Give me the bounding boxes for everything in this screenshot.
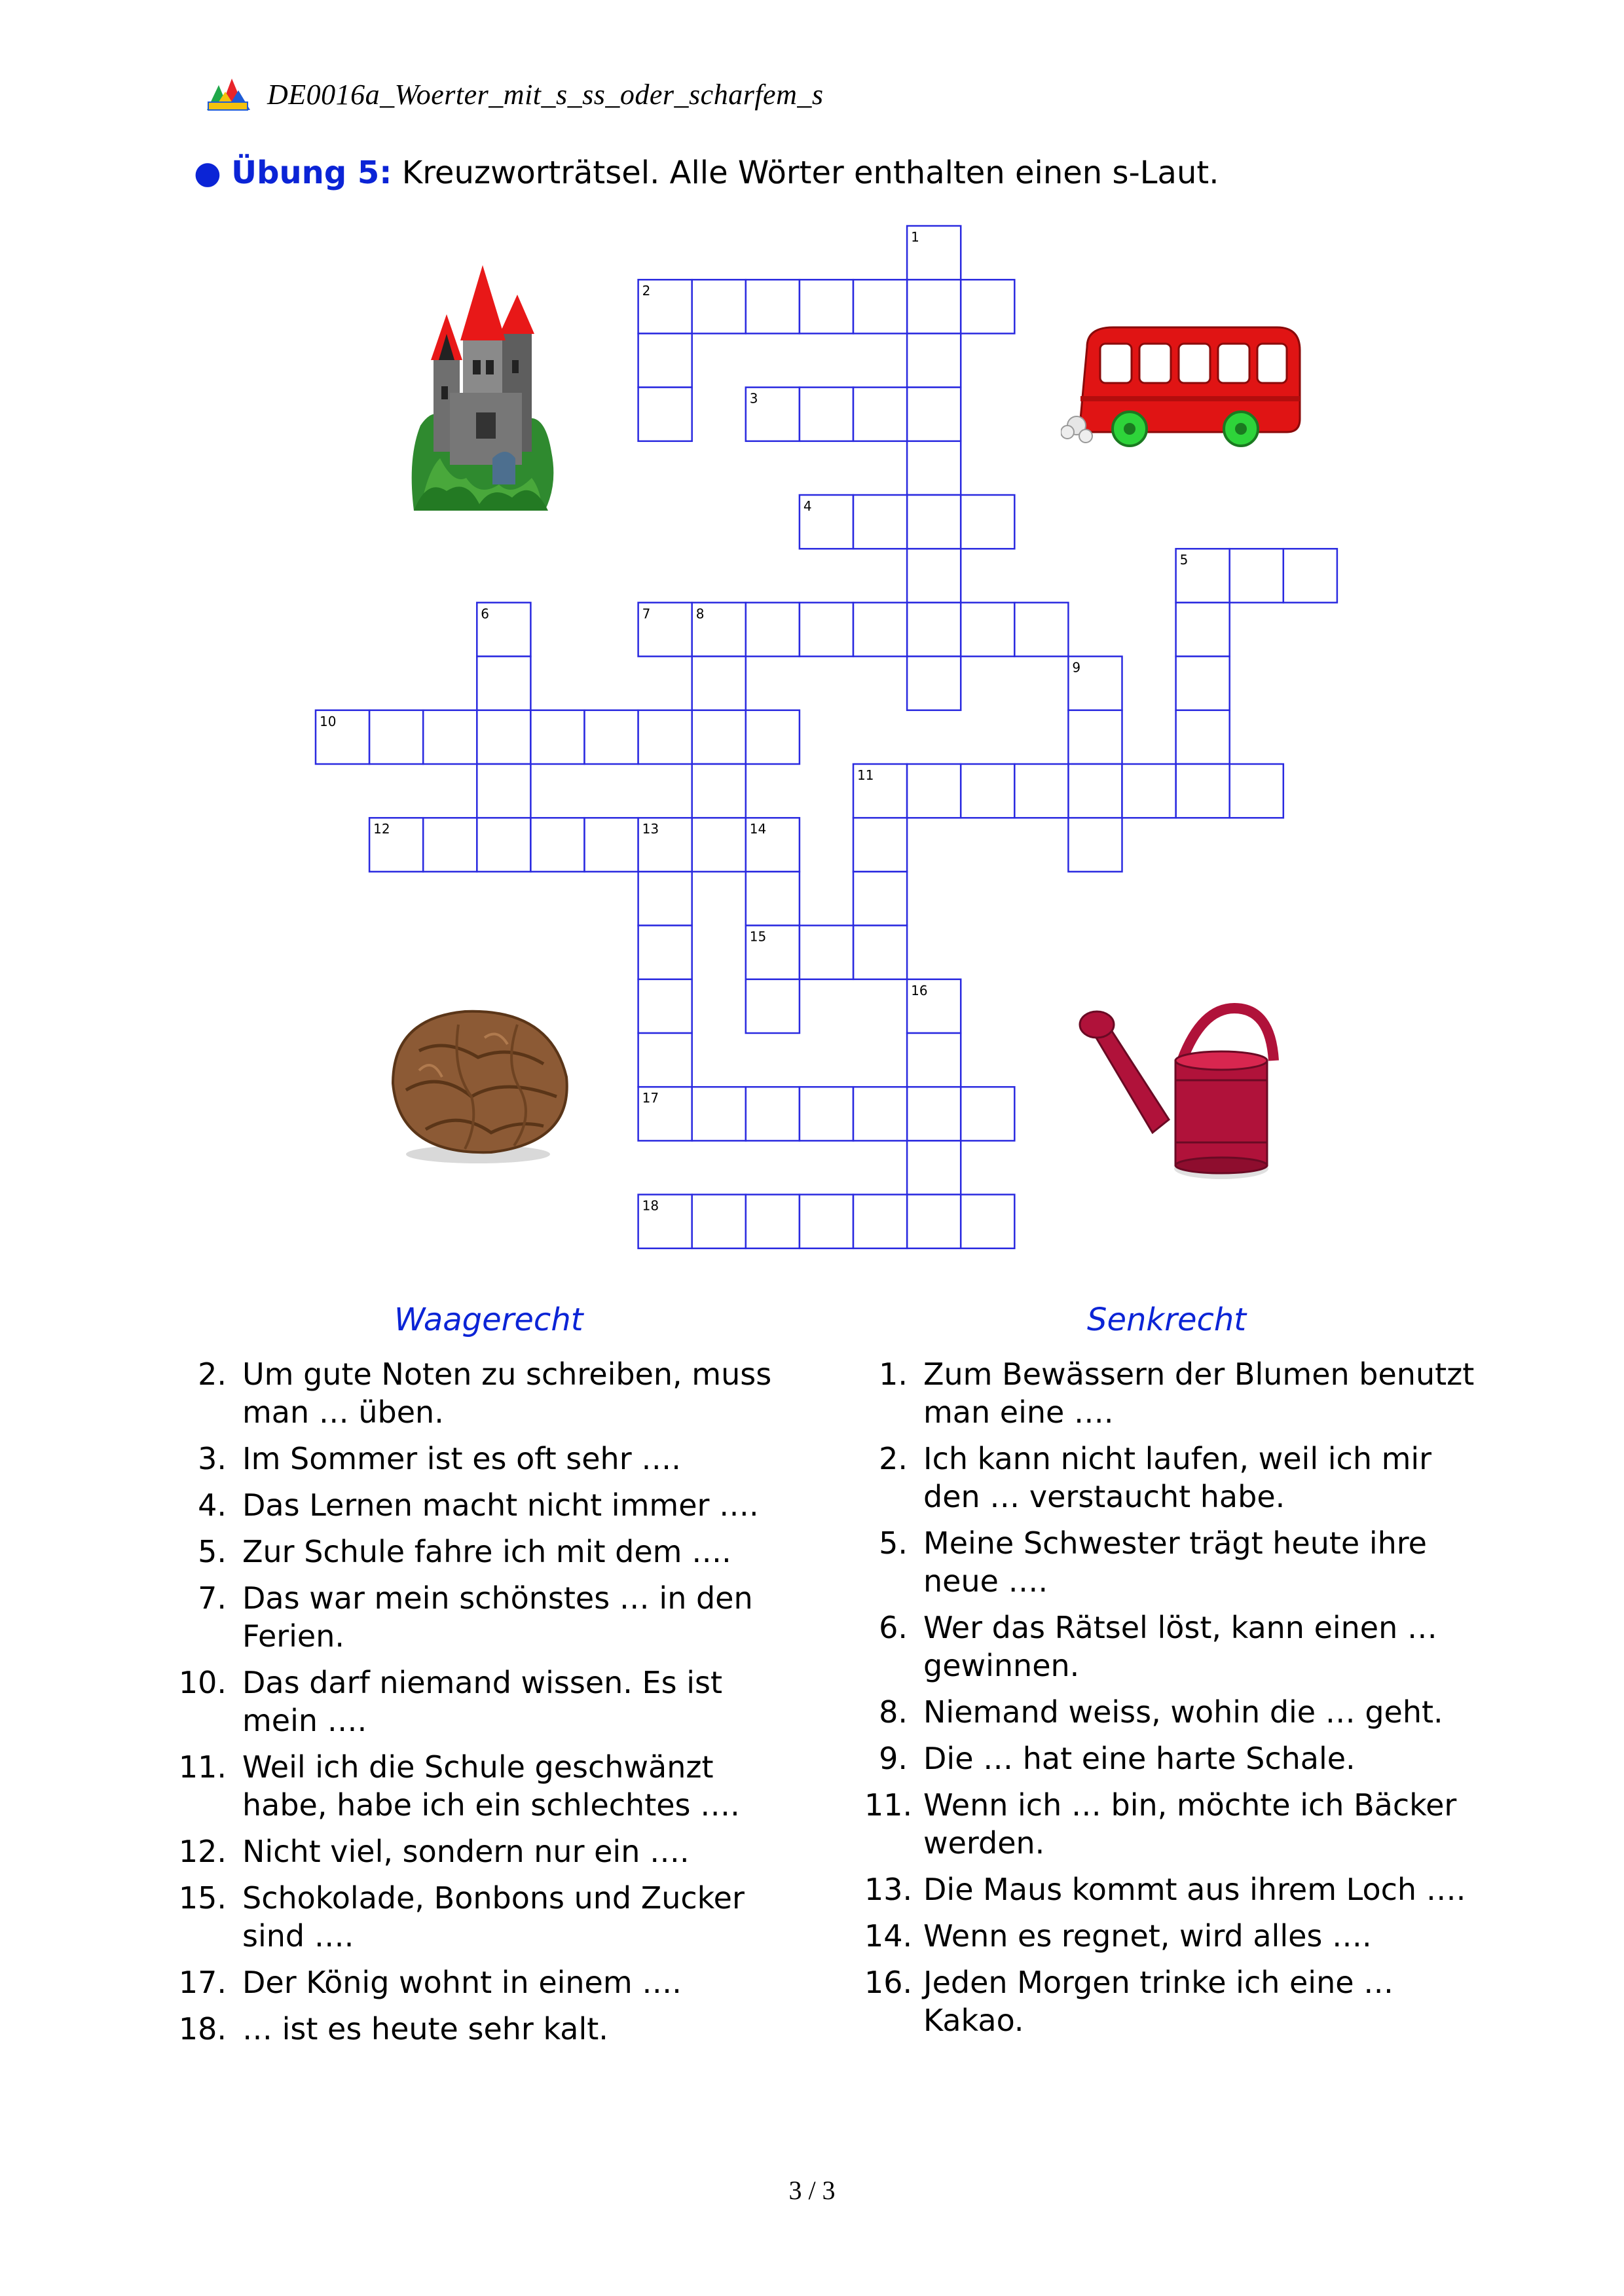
down-clue [864, 1786, 1493, 1862]
cell-number: 2 [642, 283, 651, 299]
across-clue [177, 1832, 786, 1870]
crossword-cell[interactable] [853, 602, 907, 656]
crossword-cell[interactable] [853, 280, 907, 333]
clue-text: Der König wohnt in einem …. [242, 1965, 682, 2000]
crossword-cell[interactable] [477, 710, 530, 764]
cell-number: 7 [642, 606, 651, 622]
page-number: 3 / 3 [788, 2176, 836, 2205]
crossword-cell[interactable] [853, 818, 907, 871]
crossword-cell[interactable] [585, 710, 638, 764]
crossword-cell[interactable] [961, 1087, 1014, 1140]
cell-number: 5 [1179, 552, 1189, 568]
cell-number: 1 [911, 229, 919, 245]
crossword-cell[interactable] [692, 1195, 746, 1248]
down-clue-list [864, 1355, 1493, 2048]
crossword-cell[interactable] [1230, 549, 1283, 602]
down-clue [864, 1440, 1493, 1516]
across-clue [177, 1748, 786, 1824]
crossword-cell[interactable] [961, 1195, 1014, 1248]
crossword-cell[interactable] [692, 657, 746, 710]
crossword-cell[interactable] [746, 602, 800, 656]
across-clue [177, 1355, 786, 1431]
across-clue [177, 1533, 786, 1571]
crossword-cell[interactable] [800, 602, 853, 656]
crossword-cell[interactable] [638, 926, 692, 979]
crossword-cell[interactable] [961, 280, 1014, 333]
crossword-cell[interactable] [530, 710, 584, 764]
down-clue [864, 1693, 1493, 1731]
clue-number: 3. [198, 1441, 227, 1476]
clue-text: Jeden Morgen trinke ich eine … Kakao. [923, 1965, 1394, 2038]
across-clue [177, 2010, 786, 2048]
clue-number: 9. [879, 1741, 908, 1776]
exercise-label: Übung 5: [231, 155, 392, 191]
across-clue [177, 1486, 786, 1524]
crossword-cell[interactable] [1068, 818, 1122, 871]
crossword-cell[interactable] [1176, 710, 1230, 764]
crossword-cell[interactable] [800, 388, 853, 441]
cell-number: 6 [481, 606, 490, 622]
cell-number: 11 [857, 767, 874, 783]
crossword-cell[interactable] [638, 333, 692, 387]
cell-number: 3 [749, 390, 758, 407]
crossword-cell[interactable] [907, 441, 961, 495]
clue-text: Meine Schwester trägt heute ihre neue …. [923, 1525, 1427, 1599]
clue-number: 5. [879, 1525, 908, 1561]
clue-number: 1. [879, 1357, 908, 1392]
clue-number: 11. [178, 1749, 227, 1785]
crossword-cell[interactable] [638, 979, 692, 1033]
clue-number: 7. [198, 1580, 227, 1616]
across-clue [177, 1664, 786, 1740]
crossword-cell[interactable] [477, 764, 530, 818]
crossword-cell[interactable] [961, 764, 1014, 818]
cell-number: 13 [642, 821, 659, 837]
clue-number: 18. [178, 2011, 227, 2047]
watering-can-illustration [1071, 1002, 1293, 1185]
crossword-cell[interactable] [853, 388, 907, 441]
clue-text: Wenn es regnet, wird alles …. [923, 1918, 1372, 1954]
clue-number: 15. [178, 1880, 227, 1916]
crossword-cell[interactable] [692, 818, 746, 871]
cell-number: 17 [642, 1090, 659, 1106]
cell-number: 12 [373, 821, 390, 837]
crossword-cell[interactable] [800, 280, 853, 333]
clue-text: Wer das Rätsel löst, kann einen … gewinnen. [923, 1610, 1437, 1683]
crossword-cell[interactable] [369, 710, 423, 764]
down-clue [864, 1609, 1493, 1685]
clue-text: Im Sommer ist es oft sehr …. [242, 1441, 681, 1476]
clue-number: 8. [879, 1694, 908, 1730]
crossword-cell[interactable] [746, 871, 800, 925]
crossword-cell[interactable] [907, 1195, 961, 1248]
crossword-cell[interactable] [1230, 764, 1283, 818]
clue-number: 12. [178, 1834, 227, 1869]
clue-text: Schokolade, Bonbons und Zucker sind …. [242, 1880, 745, 1954]
across-clue [177, 1879, 786, 1955]
crossword-cell[interactable] [1068, 710, 1122, 764]
crossword-cell[interactable] [746, 280, 800, 333]
clue-text: Niemand weiss, wohin die … geht. [923, 1694, 1443, 1730]
crossword-cell[interactable] [746, 979, 800, 1033]
cell-number: 14 [749, 821, 767, 837]
clue-text: Ich kann nicht laufen, weil ich mir den … verstaucht habe. [923, 1441, 1432, 1514]
crossword-cell[interactable] [1283, 549, 1337, 602]
crossword-cell[interactable] [853, 926, 907, 979]
clue-number: 4. [198, 1487, 227, 1523]
crossword-cell[interactable] [638, 871, 692, 925]
clue-text: … ist es heute sehr kalt. [242, 2011, 608, 2047]
crossword-cell[interactable] [907, 549, 961, 602]
crossword-cell[interactable] [638, 1033, 692, 1087]
cell-number: 16 [911, 982, 928, 998]
clue-text: Um gute Noten zu schreiben, muss man … üben. [242, 1357, 772, 1430]
crossword-cell[interactable] [1014, 602, 1068, 656]
bus-illustration [1061, 321, 1310, 452]
crossword-cell[interactable] [800, 1087, 853, 1140]
crossword-cell[interactable] [1176, 602, 1230, 656]
crossword-cell[interactable] [423, 818, 477, 871]
down-clue [864, 1355, 1493, 1431]
crossword-cell[interactable] [907, 333, 961, 387]
clue-number: 13. [864, 1872, 913, 1907]
across-clue [177, 1440, 786, 1478]
down-clue [864, 1524, 1493, 1600]
cell-number: 8 [695, 606, 705, 622]
crossword-cell[interactable] [800, 1195, 853, 1248]
clue-text: Zur Schule fahre ich mit dem …. [242, 1534, 731, 1569]
crossword-cell[interactable] [853, 495, 907, 549]
crossword-cell[interactable] [1176, 764, 1230, 818]
crossword-cell[interactable] [907, 602, 961, 656]
crossword-cell[interactable] [1176, 657, 1230, 710]
clue-number: 17. [178, 1965, 227, 2000]
crossword-cell[interactable] [692, 280, 746, 333]
crossword-cell[interactable] [692, 1087, 746, 1140]
crossword-cell[interactable] [746, 1195, 800, 1248]
cell-number: 15 [749, 928, 767, 945]
cell-number: 4 [803, 498, 812, 514]
across-clue [177, 1579, 786, 1655]
clue-number: 10. [178, 1665, 227, 1700]
crossword-cell[interactable] [638, 388, 692, 441]
clue-text: Das darf niemand wissen. Es ist mein …. [242, 1665, 722, 1738]
crossword-cell[interactable] [477, 657, 530, 710]
crossword-cell[interactable] [477, 818, 530, 871]
crossword-cell[interactable] [907, 495, 961, 549]
clue-number: 14. [864, 1918, 913, 1954]
crossword-cell[interactable] [853, 1087, 907, 1140]
exercise-instruction: Kreuzworträtsel. Alle Wörter enthalten einen s-Laut. [401, 155, 1219, 191]
document-title: DE0016a_Woerter_mit_s_ss_oder_scharfem_s [267, 78, 824, 111]
cell-number: 9 [1072, 659, 1081, 676]
clue-number: 2. [198, 1357, 227, 1392]
clue-text: Nicht viel, sondern nur ein …. [242, 1834, 690, 1869]
clue-text: Die Maus kommt aus ihrem Loch …. [923, 1872, 1466, 1907]
across-clue [177, 1963, 786, 2001]
walnut-illustration [380, 998, 576, 1169]
down-heading: Senkrecht [1087, 1302, 1247, 1338]
clue-number: 6. [879, 1610, 908, 1645]
crossword-cell[interactable] [530, 818, 584, 871]
down-clue [864, 1963, 1493, 2039]
crossword-cell[interactable] [800, 926, 853, 979]
crossword-cell[interactable] [853, 871, 907, 925]
clue-text: Zum Bewässern der Blumen benutzt man eine …. [923, 1357, 1475, 1430]
crossword-cell[interactable] [585, 818, 638, 871]
crossword-cell[interactable] [907, 1087, 961, 1140]
crossword-cell[interactable] [1122, 764, 1176, 818]
cell-number: 18 [642, 1197, 659, 1214]
crossword-cell[interactable] [961, 495, 1014, 549]
clue-text: Wenn ich … bin, möchte ich Bäcker werden. [923, 1787, 1457, 1861]
crossword-cell[interactable] [692, 764, 746, 818]
crossword-cell[interactable] [907, 764, 961, 818]
crossword-cell[interactable] [907, 657, 961, 710]
clue-text: Die … hat eine harte Schale. [923, 1741, 1356, 1776]
crossword-cell[interactable] [907, 388, 961, 441]
crossword-cell[interactable] [907, 280, 961, 333]
crossword-cell[interactable] [907, 1140, 961, 1194]
clue-number: 5. [198, 1534, 227, 1569]
down-clue [864, 1917, 1493, 1955]
crossword-cell[interactable] [1068, 764, 1122, 818]
crossword-cell[interactable] [961, 602, 1014, 656]
exercise-bullet: ● [194, 155, 221, 191]
clue-number: 11. [864, 1787, 913, 1823]
clue-number: 16. [864, 1965, 913, 2000]
crossword-cell[interactable] [907, 1033, 961, 1087]
cell-number: 10 [320, 713, 337, 729]
crossword-cell[interactable] [746, 1087, 800, 1140]
crossword-cell[interactable] [746, 710, 800, 764]
across-clue-list [177, 1355, 786, 2056]
clue-number: 2. [879, 1441, 908, 1476]
crossword-cell[interactable] [692, 710, 746, 764]
crossword-cell[interactable] [423, 710, 477, 764]
down-clue [864, 1870, 1493, 1908]
clue-text: Weil ich die Schule geschwänzt habe, habe ich ein schlechtes …. [242, 1749, 740, 1823]
crossword-cell[interactable] [638, 710, 692, 764]
crossword-cell[interactable] [1014, 764, 1068, 818]
clue-text: Das war mein schönstes … in den Ferien. [242, 1580, 753, 1654]
castle-illustration [401, 262, 558, 511]
down-clue [864, 1740, 1493, 1777]
clue-text: Das Lernen macht nicht immer …. [242, 1487, 759, 1523]
across-heading: Waagerecht [394, 1302, 583, 1338]
crossword-cell[interactable] [853, 1195, 907, 1248]
